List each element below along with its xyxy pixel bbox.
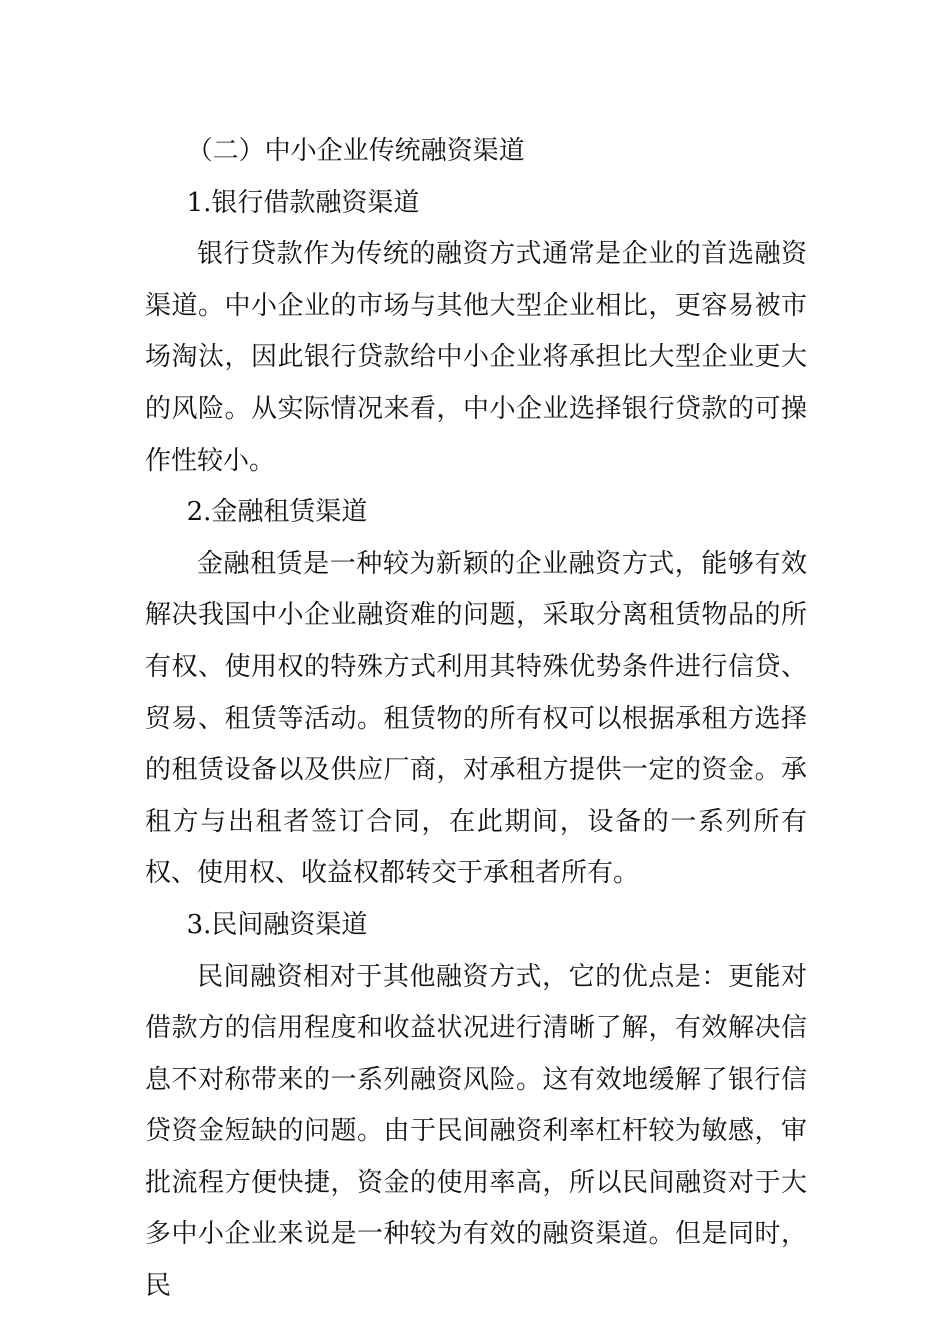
document-body bbox=[145, 126, 807, 1313]
subsection-heading-private-financing: 3.民间融资渠道 bbox=[186, 909, 368, 940]
paragraph-financial-leasing: 金融租赁是一种较为新颖的企业融资方式，能够有效解决我国中小企业融资难的问题，采取分离租赁物品的所有权、使用权的特殊方式利用其特殊优势条件进行信贷、贸易、租赁等活动。租赁物的所有权可以根据承租方选择的租赁设备以及供应厂商，对承租方提供一定的资金。承租方与出租者签订合同，在此期间，设备的一系列所有权、使用权、收益权都转交于承租者所有。 bbox=[145, 548, 807, 889]
subsection-heading-financial-leasing: 2.金融租赁渠道 bbox=[186, 497, 368, 528]
subsection-heading-bank-loan: 1.银行借款融资渠道 bbox=[186, 187, 420, 218]
section-title: （二）中小企业传统融资渠道 bbox=[186, 136, 525, 166]
paragraph-private-financing: 民间融资相对于其他融资方式，它的优点是：更能对借款方的信用程度和收益状况进行清晰了解，有效解决信息不对称带来的一系列融资风险。这有效地缓解了银行信贷资金短缺的问题。由于民间融资利率杠杆较为敏感，审批流程方便快捷，资金的使用率高，所以民间融资对于大多中小企业来说是一种较为有效的融资渠道。但是同时，民 bbox=[145, 961, 807, 1302]
paragraph-bank-loan: 银行贷款作为传统的融资方式通常是企业的首选融资渠道。中小企业的市场与其他大型企业相比，更容易被市场淘汰，因此银行贷款给中小企业将承担比大型企业更大的风险。从实际情况来看，中小企业选择银行贷款的可操作性较小。 bbox=[145, 239, 807, 476]
